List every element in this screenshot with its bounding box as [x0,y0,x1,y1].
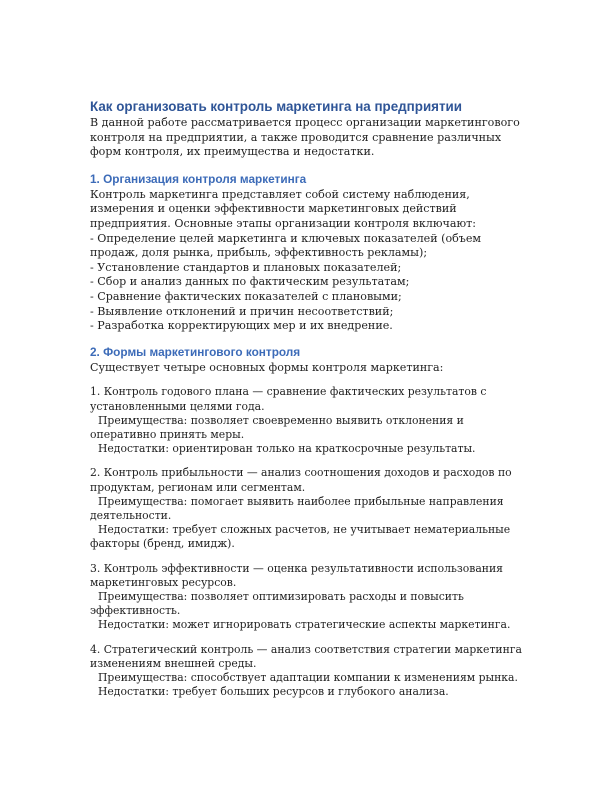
list-item: - Определение целей маркетинга и ключевых показателей (объем продаж, доля рынка, прибыль, эффективность рекламы); [90,231,482,260]
form-disadvantages: Недостатки: может игнорировать стратегические аспекты маркетинга. [98,618,511,632]
form-item [90,562,530,633]
intro-paragraph: В данной работе рассматривается процесс организации маркетингового контроля на предприятии, а также проводится сравнение различных форм контроля, их преимущества и недостатки. [90,116,520,159]
section-forms [90,344,530,700]
section-paragraph: Существует четыре основных формы контроля маркетинга: [90,360,444,374]
section-organization [90,171,530,334]
form-disadvantages: Недостатки: требует больших ресурсов и глубокого анализа. [98,685,449,699]
form-advantages: Преимущества: способствует адаптации компании к изменениям рынка. [98,670,518,684]
form-title: 1. Контроль годового плана — сравнение фактических результатов с установленными целями года. [90,385,487,413]
form-advantages: Преимущества: позволяет своевременно выявить отклонения и оперативно принять меры. [90,413,464,441]
section-paragraph: Контроль маркетинга представляет собой систему наблюдения, измерения и оценки эффективности маркетинговых действий предприятия. Основные этапы организации контроля включают: [90,187,476,230]
form-advantages: Преимущества: помогает выявить наиболее прибыльные направления деятельности. [90,494,504,522]
list-item: - Разработка корректирующих мер и их внедрение. [90,319,393,333]
form-item [90,643,530,700]
list-item: - Выявление отклонений и причин несоответствий; [90,304,394,318]
list-item: - Установление стандартов и плановых показателей; [90,260,402,274]
document-page [90,98,530,699]
form-item [90,466,530,551]
section-heading: 2. Формы маркетингового контроля [90,344,301,359]
list-item: - Сравнение фактических показателей с плановыми; [90,289,402,303]
section-heading: 1. Организация контроля маркетинга [90,171,307,186]
form-disadvantages: Недостатки: требует сложных расчетов, не учитывает нематериальные факторы (бренд, имидж). [90,523,511,551]
form-advantages: Преимущества: позволяет оптимизировать расходы и повысить эффективность. [90,589,464,618]
form-title: 3. Контроль эффективности — оценка результативности использования маркетинговых ресурсов. [90,561,503,589]
list-item: - Сбор и анализ данных по фактическим результатам; [90,275,410,289]
form-item [90,385,530,456]
form-disadvantages: Недостатки: ориентирован только на краткосрочные результаты. [98,442,476,456]
form-title: 2. Контроль прибыльности — анализ соотношения доходов и расходов по продуктам, регионам или сегментам. [90,466,512,494]
document-title: Как организовать контроль маркетинга на предприятии [90,99,463,114]
form-title: 4. Стратегический контроль — анализ соответствия стратегии маркетинга изменениям внешней среды. [90,642,522,670]
